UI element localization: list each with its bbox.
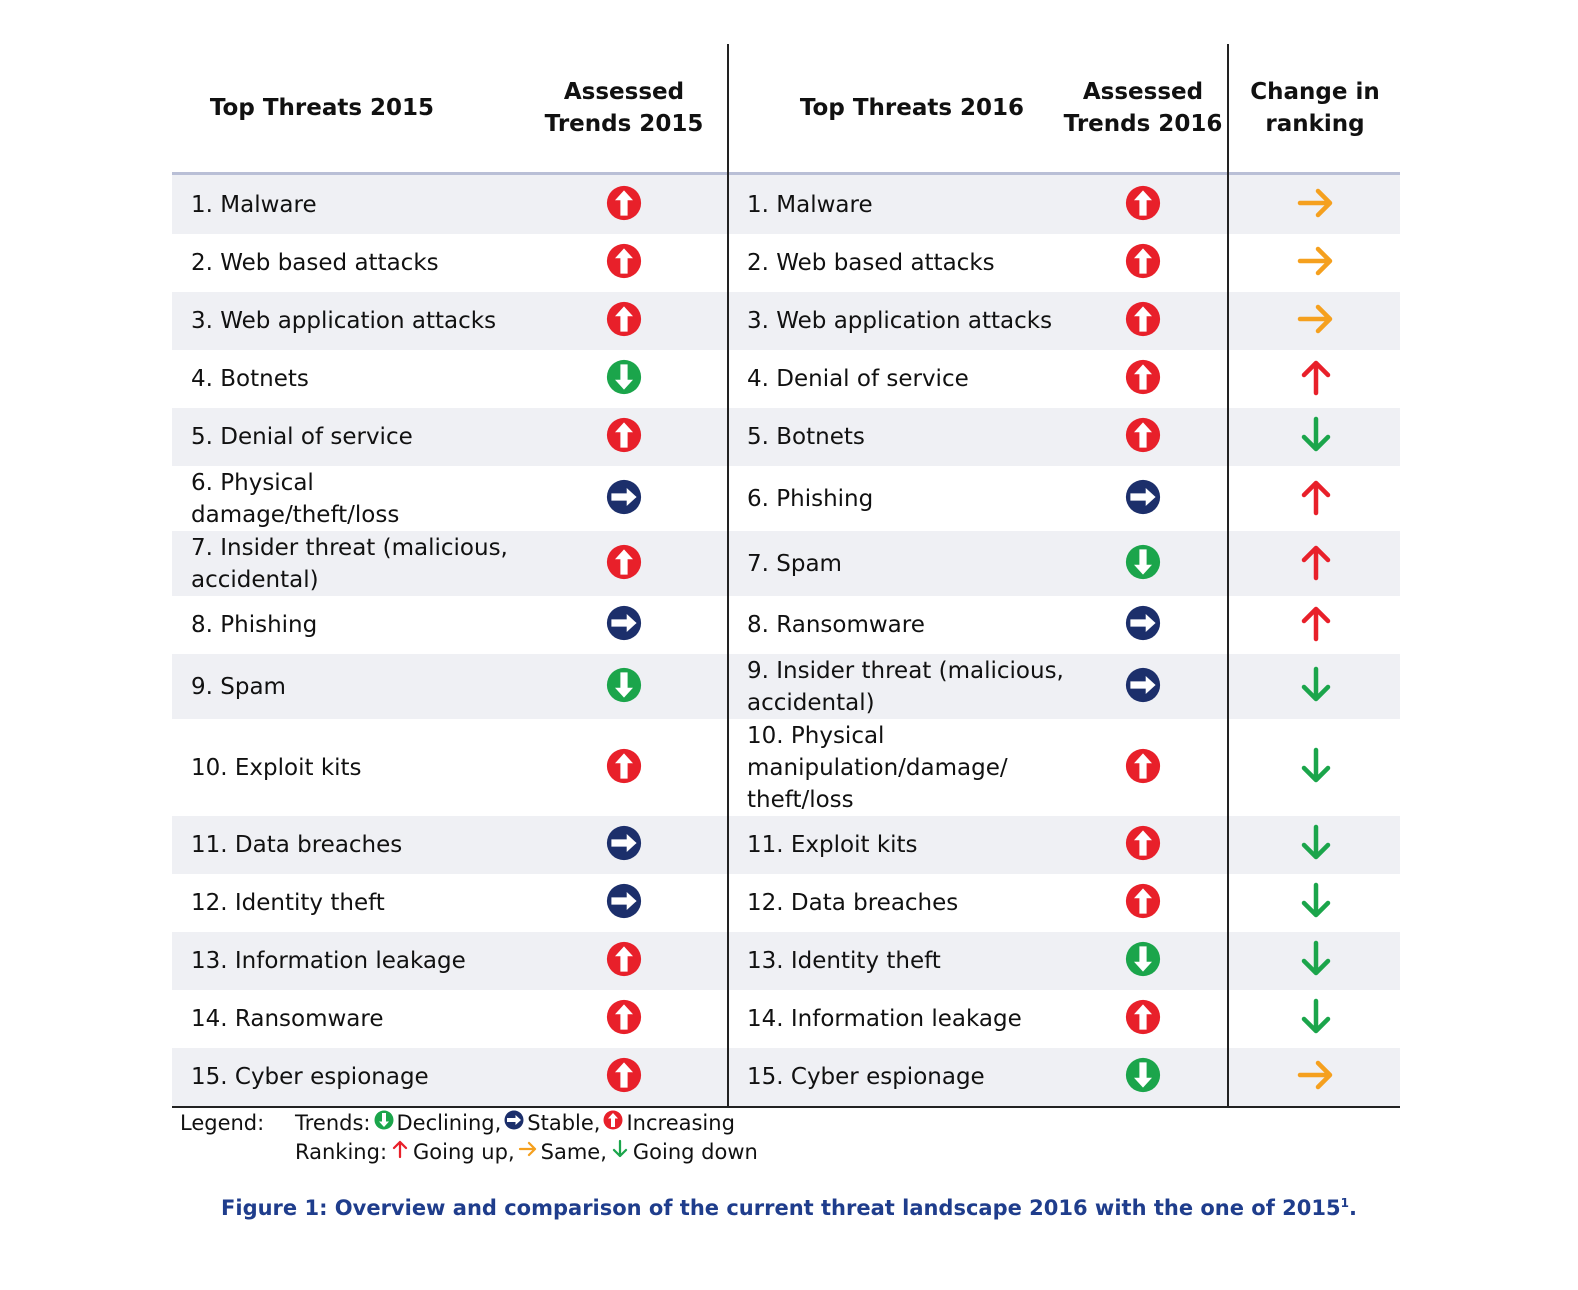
threat-2015-text: 6. Physical damage/theft/loss (191, 469, 400, 528)
trend-increasing-icon (600, 1109, 626, 1138)
table-row (172, 1048, 1400, 1106)
trend-2016 (1098, 292, 1188, 350)
caption-text: Figure 1: Overview and comparison of the current threat landscape 2016 with the one of 2015 (221, 1196, 1341, 1220)
ranking-change (1272, 350, 1360, 408)
trend-2015 (579, 654, 669, 719)
threat-2015 (191, 292, 551, 350)
threat-2015 (191, 531, 551, 596)
header-assessed-trends-2016: Assessed Trends 2016 (1063, 79, 1223, 137)
threat-2016 (747, 466, 1077, 531)
header-top-threats-2016: Top Threats 2016 (799, 95, 1025, 121)
table-row (172, 175, 1400, 234)
table-row (172, 654, 1400, 719)
threat-2016 (747, 408, 1077, 466)
ranking-change (1272, 816, 1360, 874)
legend-label: Legend: (180, 1111, 265, 1135)
table-row (172, 816, 1400, 874)
trend-2015 (579, 816, 669, 874)
rank-up-arrow-icon (1296, 477, 1336, 521)
trend-2015 (579, 596, 669, 654)
column-divider-left (727, 44, 729, 1106)
table-row (172, 531, 1400, 596)
threat-2016-text: 2. Web based attacks (747, 250, 995, 276)
threat-2016 (747, 1048, 1077, 1106)
table-row (172, 292, 1400, 350)
trend-stable-icon (501, 1109, 527, 1138)
trend-increasing-icon (1125, 359, 1161, 399)
trend-2015 (579, 932, 669, 990)
trend-stable-icon (606, 825, 642, 865)
legend-ranking-line (295, 1138, 758, 1167)
threat-2015 (191, 874, 551, 932)
rank-up-arrow-icon (387, 1138, 413, 1167)
header-change-in-ranking: Change in ranking (1250, 79, 1380, 137)
threat-2016 (747, 874, 1077, 932)
threat-2016 (747, 292, 1077, 350)
threat-2016 (747, 596, 1077, 654)
trend-2015 (579, 408, 669, 466)
rank-same-arrow-icon (515, 1138, 541, 1167)
table-row (172, 408, 1400, 466)
threat-2016 (747, 990, 1077, 1048)
threat-2015-text: 1. Malware (191, 191, 317, 218)
trend-2016 (1098, 1048, 1188, 1106)
rank-same-arrow-icon (1296, 299, 1336, 343)
threat-2015 (191, 175, 551, 234)
threat-2016 (747, 932, 1077, 990)
threat-2016-text: 9. Insider threat (malicious, accidental) (747, 657, 1064, 716)
threat-2016-text: 8. Ransomware (747, 612, 925, 638)
threat-2015-text: 2. Web based attacks (191, 250, 439, 276)
trend-stable-icon (1125, 479, 1161, 519)
threat-2015 (191, 234, 551, 292)
trend-declining-icon (606, 359, 642, 399)
threat-2016-text: 10. Physical manipulation/damage/ theft/loss (747, 722, 1008, 813)
ranking-change (1272, 1048, 1360, 1106)
trend-2016 (1098, 932, 1188, 990)
threat-2016-text: 6. Phishing (747, 485, 874, 512)
trend-increasing-icon (606, 999, 642, 1039)
threat-2016-text: 12. Data breaches (747, 890, 959, 916)
trend-declining-icon (1125, 941, 1161, 981)
threat-2015-text: 12. Identity theft (191, 890, 385, 916)
trend-2015 (579, 292, 669, 350)
threat-2015-text: 13. Information leakage (191, 948, 466, 974)
legend-going-down: Going down (632, 1140, 758, 1164)
trend-increasing-icon (1125, 185, 1161, 225)
table-row (172, 719, 1400, 816)
trend-2015 (579, 1048, 669, 1106)
trend-increasing-icon (606, 185, 642, 225)
legend-trends-prefix: Trends: (295, 1111, 371, 1135)
threat-2016-text: 1. Malware (747, 191, 873, 218)
threat-2015-text: 15. Cyber espionage (191, 1064, 429, 1090)
legend-going-up: Going up, (413, 1140, 515, 1164)
threat-2015 (191, 350, 551, 408)
threat-2015 (191, 719, 551, 816)
threat-2016-text: 15. Cyber espionage (747, 1064, 985, 1090)
trend-increasing-icon (606, 243, 642, 283)
trend-2016 (1098, 408, 1188, 466)
table-header (172, 44, 1400, 175)
threat-comparison-table (172, 44, 1400, 1090)
rank-down-arrow-icon (1296, 665, 1336, 709)
rank-same-arrow-icon (1296, 1055, 1336, 1099)
trend-2015 (579, 719, 669, 816)
trend-stable-icon (606, 605, 642, 645)
threat-2016 (747, 719, 1077, 816)
threat-2015 (191, 596, 551, 654)
threat-2016 (747, 531, 1077, 596)
trend-2016 (1098, 466, 1188, 531)
ranking-change (1272, 531, 1360, 596)
trend-2016 (1098, 654, 1188, 719)
trend-increasing-icon (606, 544, 642, 584)
threat-2015-text: 5. Denial of service (191, 424, 413, 450)
rank-up-arrow-icon (1296, 603, 1336, 647)
threat-2016 (747, 350, 1077, 408)
trend-increasing-icon (1125, 825, 1161, 865)
table-row (172, 990, 1400, 1048)
threat-2016-text: 11. Exploit kits (747, 832, 918, 858)
threat-2015 (191, 816, 551, 874)
trend-2016 (1098, 531, 1188, 596)
trend-2015 (579, 531, 669, 596)
trend-2016 (1098, 175, 1188, 234)
threat-2015 (191, 466, 551, 531)
trend-2015 (579, 466, 669, 531)
threat-2015-text: 8. Phishing (191, 612, 318, 638)
rank-down-arrow-icon (1296, 997, 1336, 1041)
ranking-change (1272, 292, 1360, 350)
trend-2015 (579, 874, 669, 932)
trend-declining-icon (1125, 544, 1161, 584)
ranking-change (1272, 408, 1360, 466)
trend-increasing-icon (1125, 883, 1161, 923)
threat-2016-text: 3. Web application attacks (747, 308, 1053, 334)
rank-up-arrow-icon (1296, 357, 1336, 401)
trend-2016 (1098, 719, 1188, 816)
threat-2016-text: 13. Identity theft (747, 948, 941, 974)
threat-2016-text: 5. Botnets (747, 424, 865, 450)
rank-down-arrow-icon (1296, 939, 1336, 983)
threat-2015 (191, 654, 551, 719)
trend-2016 (1098, 234, 1188, 292)
trend-stable-icon (606, 883, 642, 923)
table-row (172, 466, 1400, 531)
trend-2016 (1098, 816, 1188, 874)
caption-footnote: 1 (1340, 1196, 1349, 1210)
trend-increasing-icon (1125, 748, 1161, 788)
trend-stable-icon (1125, 605, 1161, 645)
rank-down-arrow-icon (1296, 415, 1336, 459)
threat-2016 (747, 175, 1077, 234)
legend-same: Same, (540, 1140, 607, 1164)
threat-2016 (747, 234, 1077, 292)
table-row (172, 596, 1400, 654)
trend-2016 (1098, 350, 1188, 408)
ranking-change (1272, 874, 1360, 932)
figure-caption (0, 1196, 1578, 1220)
rank-down-arrow-icon (1296, 823, 1336, 867)
trend-increasing-icon (606, 1057, 642, 1097)
table-row (172, 350, 1400, 408)
caption-end: . (1348, 1196, 1357, 1220)
trend-2016 (1098, 874, 1188, 932)
trend-stable-icon (1125, 667, 1161, 707)
threat-2015-text: 3. Web application attacks (191, 308, 497, 334)
trend-increasing-icon (606, 941, 642, 981)
trend-increasing-icon (1125, 417, 1161, 457)
threat-2015 (191, 1048, 551, 1106)
table-row (172, 874, 1400, 932)
trend-increasing-icon (606, 301, 642, 341)
ranking-change (1272, 654, 1360, 719)
threat-2015-text: 4. Botnets (191, 366, 309, 392)
threat-2015 (191, 408, 551, 466)
header-assessed-trends-2015: Assessed Trends 2015 (544, 79, 704, 137)
table-bottom-rule (172, 1106, 1400, 1108)
trend-declining-icon (606, 667, 642, 707)
trend-declining-icon (1125, 1057, 1161, 1097)
threat-2016-text: 4. Denial of service (747, 366, 969, 392)
ranking-change (1272, 466, 1360, 531)
column-divider-right (1227, 44, 1229, 1106)
trend-increasing-icon (1125, 301, 1161, 341)
trend-2015 (579, 175, 669, 234)
legend-ranking-prefix: Ranking: (295, 1140, 388, 1164)
threat-2016-text: 7. Spam (747, 550, 842, 577)
threat-2015-text: 7. Insider threat (malicious, accidental) (191, 534, 508, 593)
legend-trends-line (295, 1109, 735, 1138)
threat-2015 (191, 932, 551, 990)
rank-down-arrow-icon (1296, 746, 1336, 790)
ranking-change (1272, 175, 1360, 234)
ranking-change (1272, 234, 1360, 292)
ranking-change (1272, 596, 1360, 654)
rank-same-arrow-icon (1296, 241, 1336, 285)
legend-increasing: Increasing (626, 1111, 735, 1135)
threat-2015-text: 11. Data breaches (191, 832, 403, 858)
ranking-change (1272, 990, 1360, 1048)
threat-2015-text: 10. Exploit kits (191, 754, 362, 781)
legend-declining: Declining, (396, 1111, 502, 1135)
rank-down-arrow-icon (1296, 881, 1336, 925)
trend-increasing-icon (1125, 243, 1161, 283)
trend-2016 (1098, 990, 1188, 1048)
trend-2015 (579, 234, 669, 292)
threat-2016-text: 14. Information leakage (747, 1006, 1022, 1032)
ranking-change (1272, 932, 1360, 990)
header-top-threats-2015: Top Threats 2015 (209, 95, 435, 121)
threat-2015-text: 14. Ransomware (191, 1006, 384, 1032)
rank-down-arrow-icon (607, 1138, 633, 1167)
table-row (172, 932, 1400, 990)
threat-2016 (747, 654, 1077, 719)
threat-2015 (191, 990, 551, 1048)
trend-declining-icon (371, 1109, 397, 1138)
trend-increasing-icon (606, 748, 642, 788)
trend-increasing-icon (1125, 999, 1161, 1039)
rank-same-arrow-icon (1296, 183, 1336, 227)
threat-2016 (747, 816, 1077, 874)
trend-2016 (1098, 596, 1188, 654)
rank-up-arrow-icon (1296, 542, 1336, 586)
threat-2015-text: 9. Spam (191, 673, 286, 700)
trend-stable-icon (606, 479, 642, 519)
trend-2015 (579, 990, 669, 1048)
table-row (172, 234, 1400, 292)
trend-increasing-icon (606, 417, 642, 457)
legend-stable: Stable, (527, 1111, 601, 1135)
ranking-change (1272, 719, 1360, 816)
trend-2015 (579, 350, 669, 408)
